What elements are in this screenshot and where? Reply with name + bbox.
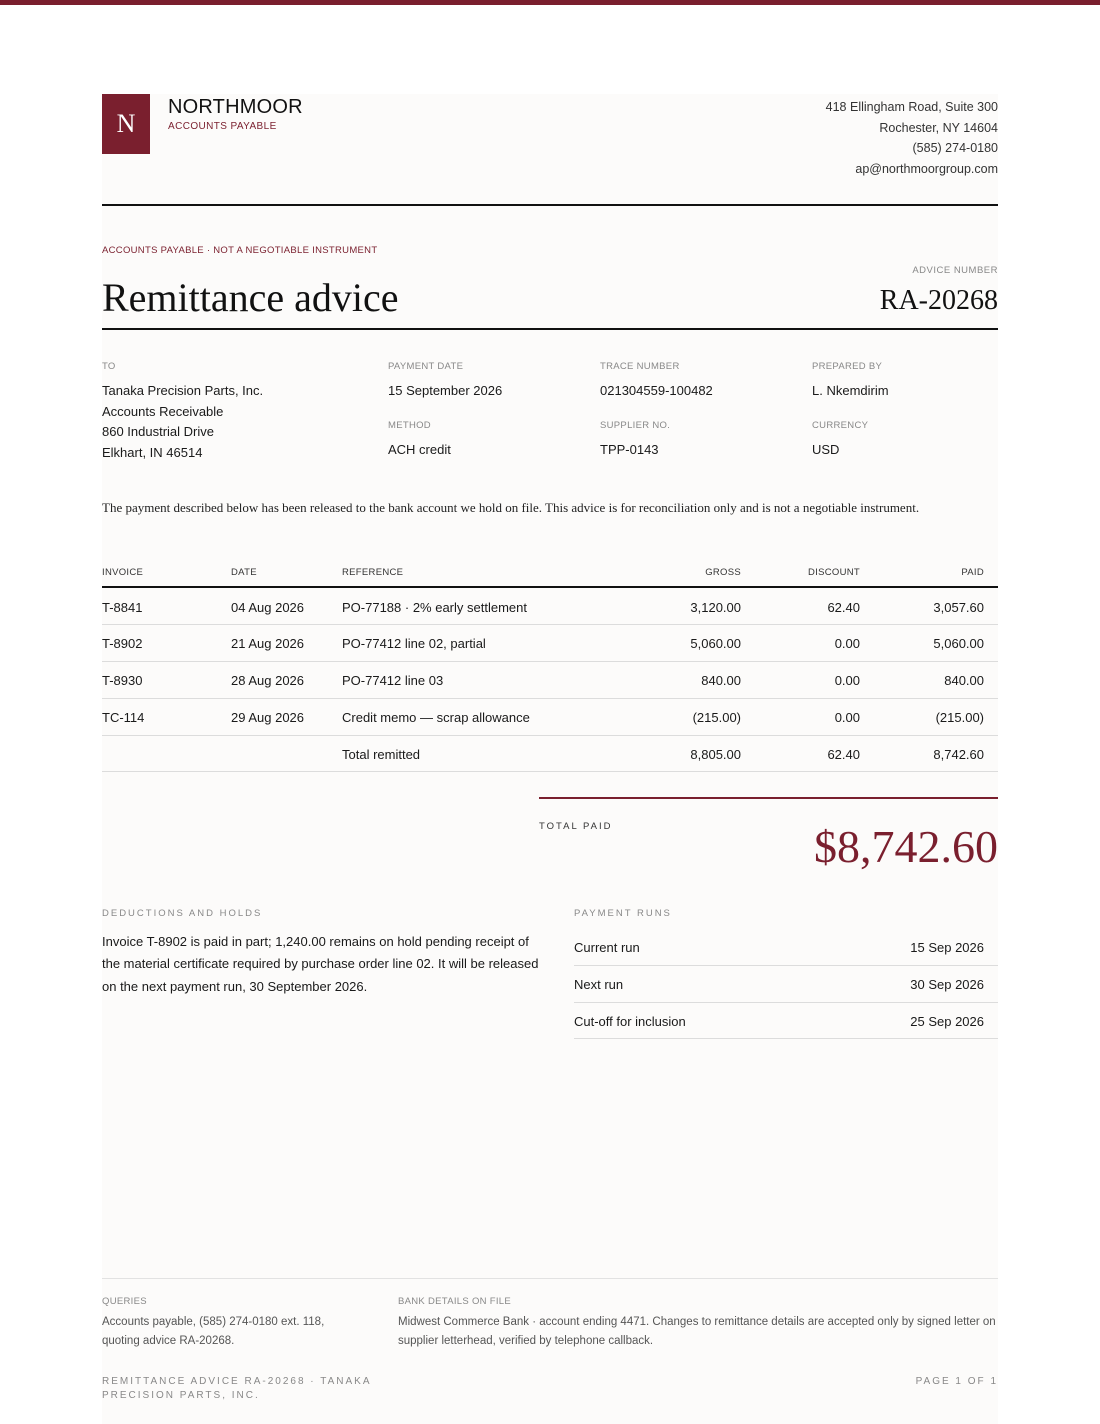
page-number: PAGE 1 OF 1	[915, 1376, 998, 1387]
payment-date: 15 September 2026	[388, 383, 503, 398]
cell-discount: 0.00	[834, 636, 860, 651]
payment-run-row	[574, 940, 998, 955]
prepared-by-label: PREPARED BY	[812, 361, 883, 372]
trace-number: 021304559-100482	[600, 383, 713, 398]
company-phone: (585) 274-0180	[912, 141, 998, 156]
logo-letter: N	[116, 109, 136, 138]
document-kicker: ACCOUNTS PAYABLE · NOT A NEGOTIABLE INSTRUMENT	[102, 245, 378, 256]
col-header-invoice: INVOICE	[102, 567, 144, 578]
document-title: Remittance advice	[102, 275, 399, 320]
prepared-by: L. Nkemdirim	[812, 383, 889, 398]
cell-paid: 840.00	[944, 673, 984, 688]
cell-invoice: T-8841	[102, 600, 143, 615]
total-paid-label: TOTAL PAID	[539, 821, 613, 832]
cell-reference: PO-77412 line 02, partial	[342, 636, 486, 651]
cell-reference: Credit memo — scrap allowance	[342, 710, 530, 725]
bank-details-label: BANK DETAILS ON FILE	[398, 1296, 511, 1307]
deductions-label: DEDUCTIONS AND HOLDS	[102, 908, 263, 919]
advice-number: RA-20268	[879, 285, 998, 316]
payment-run-row	[574, 1014, 998, 1029]
col-header-discount: DISCOUNT	[807, 567, 860, 578]
cell-date: 04 Aug 2026	[231, 600, 305, 615]
recipient-line: Elkhart, IN 46514	[102, 445, 203, 461]
payment-run-row	[574, 977, 998, 992]
cell-date: 29 Aug 2026	[231, 710, 305, 725]
recipient-line: Tanaka Precision Parts, Inc.	[102, 383, 264, 398]
company-address	[826, 97, 998, 180]
cell-discount: 0.00	[834, 710, 860, 725]
company-email[interactable]: ap@northmoorgroup.com	[855, 162, 998, 177]
to-label: TO	[102, 361, 116, 372]
cell-gross: 3,120.00	[690, 600, 741, 615]
payment-runs-label: PAYMENT RUNS	[574, 908, 672, 919]
cell-invoice: T-8902	[102, 636, 143, 651]
address-line-1: 418 Ellingham Road, Suite 300	[825, 100, 998, 114]
queries-label: QUERIES	[102, 1296, 147, 1307]
recipient-line: 860 Industrial Drive	[102, 424, 214, 440]
total-discount: 62.40	[827, 747, 860, 762]
cell-date: 21 Aug 2026	[231, 636, 305, 651]
supplier-number: TPP-0143	[600, 442, 659, 457]
address-line-2: Rochester, NY 14604	[879, 120, 998, 135]
run-name: Cut-off for inclusion	[574, 1014, 686, 1029]
cell-date: 28 Aug 2026	[231, 673, 305, 688]
cell-paid: 5,060.00	[933, 636, 984, 651]
row-divider	[102, 661, 998, 662]
top-accent-bar	[0, 0, 1100, 5]
advice-number-label: ADVICE NUMBER	[912, 265, 998, 276]
run-date: 30 Sep 2026	[910, 977, 984, 992]
run-name: Next run	[574, 977, 624, 992]
run-divider	[574, 965, 998, 966]
cell-gross: 840.00	[701, 673, 741, 688]
col-header-gross: GROSS	[705, 567, 741, 578]
run-date: 15 Sep 2026	[910, 940, 984, 955]
run-name: Current run	[574, 940, 640, 955]
cell-discount: 62.40	[827, 600, 860, 615]
cell-paid: 3,057.60	[933, 600, 984, 615]
recipient-line: Accounts Receivable	[102, 403, 224, 419]
deductions-text: Invoice T-8902 is paid in part; 1,240.00 remains on hold pending receipt of the material certificate required by purchase order line 02. It will be released on the next payment run, 30 September 2026.	[102, 934, 539, 994]
cell-invoice: TC-114	[102, 710, 145, 725]
run-divider	[574, 1038, 998, 1039]
company-name: NORTHMOOR	[168, 96, 303, 118]
footer-rule	[102, 1278, 998, 1279]
company-department: ACCOUNTS PAYABLE	[168, 121, 277, 132]
queries-text: Accounts payable, (585) 274-0180 ext. 118, quoting advice RA-20268.	[102, 1316, 325, 1347]
cell-discount: 0.00	[834, 673, 860, 688]
cell-paid: (215.00)	[935, 710, 984, 725]
cell-gross: 5,060.00	[690, 636, 741, 651]
table-header-rule	[102, 586, 998, 588]
row-divider	[102, 698, 998, 699]
total-gross: 8,805.00	[690, 747, 741, 762]
header-divider	[102, 204, 998, 206]
currency-label: CURRENCY	[812, 420, 869, 431]
run-date: 25 Sep 2026	[910, 1014, 984, 1029]
currency: USD	[812, 442, 840, 457]
total-paid-rule	[539, 797, 998, 799]
table-bottom-rule	[102, 771, 998, 772]
payment-date-label: PAYMENT DATE	[388, 361, 464, 372]
supplier-number-label: SUPPLIER NO.	[600, 420, 671, 431]
cell-gross: (215.00)	[692, 710, 741, 725]
col-header-paid: PAID	[961, 567, 984, 578]
cell-reference: PO-77412 line 03	[342, 673, 444, 688]
run-divider	[574, 1002, 998, 1003]
row-divider	[102, 624, 998, 625]
col-header-date: DATE	[231, 567, 257, 578]
cell-reference: PO-77188 · 2% early settlement	[342, 600, 527, 615]
payment-method: ACH credit	[388, 442, 451, 457]
cell-invoice: T-8930	[102, 673, 143, 688]
method-label: METHOD	[388, 420, 431, 431]
company-logo	[102, 94, 150, 154]
total-paid-amount: $8,742.60	[814, 821, 998, 872]
trace-number-label: TRACE NUMBER	[600, 361, 680, 372]
recipient-address	[102, 381, 263, 464]
total-remitted-label: Total remitted	[342, 747, 421, 762]
col-header-reference: REFERENCE	[342, 567, 404, 578]
intro-paragraph: The payment described below has been released to the bank account we hold on file. This advice is for reconciliation only and is not a negotiable instrument.	[102, 500, 920, 515]
title-divider	[102, 328, 998, 330]
total-paid-cell: 8,742.60	[933, 747, 984, 762]
row-divider	[102, 735, 998, 736]
bank-details-text: Midwest Commerce Bank · account ending 4471. Changes to remittance details are accepted only by signed letter on supplier letterhead, verified by telephone callback.	[398, 1316, 996, 1347]
footer-document-ref: REMITTANCE ADVICE RA-20268 · TANAKA PRECISION PARTS, INC.	[102, 1376, 371, 1401]
